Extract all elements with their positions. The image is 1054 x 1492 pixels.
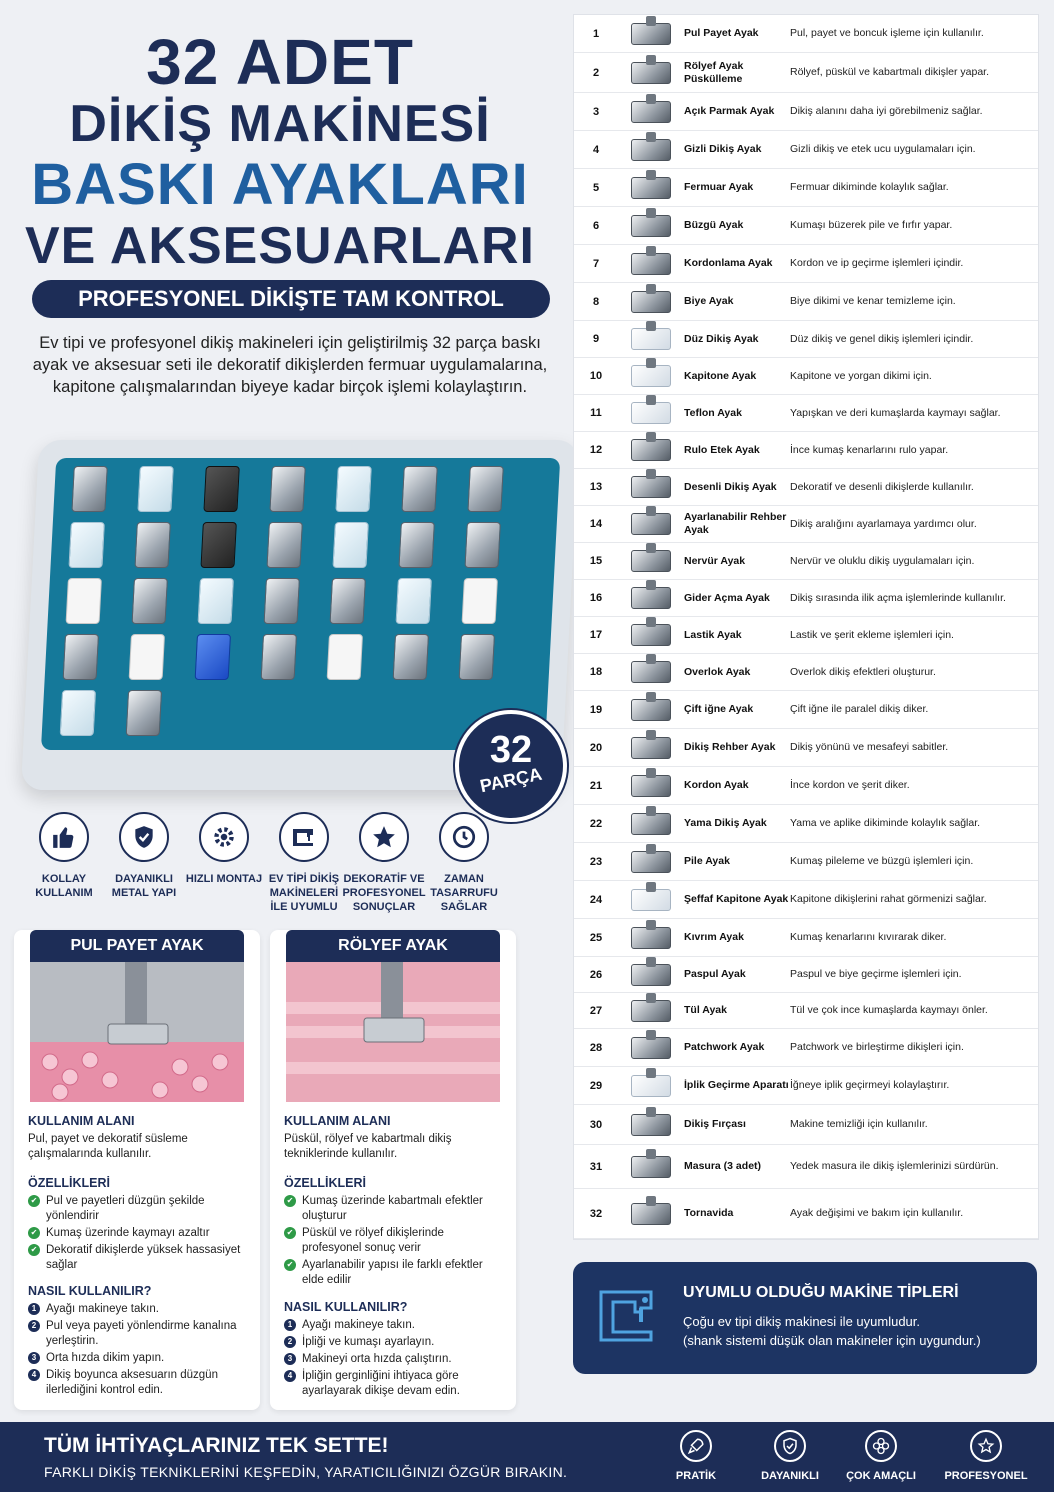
part-image <box>618 321 684 357</box>
relief-sewing-photo <box>286 962 500 1102</box>
subtitle-bar: PROFESYONEL DİKİŞTE TAM KONTROL <box>32 280 550 318</box>
part-image <box>618 1105 684 1144</box>
sewing-machine-icon <box>595 1284 665 1355</box>
table-row <box>574 395 1038 432</box>
part-description: İnce kordon ve şerit diker. <box>790 779 910 791</box>
compat-line-2: (shank sistemi düşük olan makineler için uygundur.) <box>683 1333 981 1348</box>
part-description: Kumaş kenarlarını kıvırarak diker. <box>790 931 947 943</box>
part-description: Patchwork ve birleştirme dikişleri için. <box>790 1041 964 1053</box>
steps-list <box>284 1318 506 1399</box>
list-item: ✔ Kumaş üzerinde kabartmalı efektler oluşturur <box>284 1194 506 1224</box>
footer-subline: FARKLI DİKİŞ TEKNİKLERİNİ KEŞFEDİN, YARATICILIĞINIZI ÖZGÜR BIRAKIN. <box>44 1464 568 1480</box>
card-title: PUL PAYET AYAK <box>30 930 244 962</box>
part-number: 7 <box>592 257 600 270</box>
presser-foot-item <box>401 466 437 512</box>
table-row <box>574 207 1038 245</box>
table-row <box>574 654 1038 691</box>
list-item: 4 Dikiş boyunca aksesuarın düzgün ilerlediğini kontrol edin. <box>28 1368 250 1398</box>
table-row <box>574 993 1038 1029</box>
table-row <box>574 283 1038 321</box>
presser-foot-item <box>464 522 500 568</box>
table-row <box>574 881 1038 919</box>
part-name: Dikiş Rehber Ayak <box>684 741 776 753</box>
part-image <box>618 283 684 320</box>
card-sequin-foot <box>14 930 260 1410</box>
table-row <box>574 919 1038 957</box>
part-number: 10 <box>589 370 603 382</box>
part-description: Düz dikiş ve genel dikiş işlemleri içindir. <box>790 332 974 345</box>
feature-professional: DEKORATİF VE PROFESYONEL SONUÇLAR <box>340 812 428 914</box>
part-number: 27 <box>589 1004 603 1017</box>
table-row <box>574 580 1038 617</box>
presser-foot-item <box>198 578 234 624</box>
howto-heading: NASIL KULLANILIR? <box>28 1284 152 1298</box>
presser-foot-item <box>60 690 96 736</box>
presser-foot-item <box>68 522 104 568</box>
presser-foot-item <box>126 690 162 736</box>
presser-foot-item <box>398 522 434 568</box>
part-number: 22 <box>589 817 603 830</box>
part-name: Tornavida <box>684 1207 734 1219</box>
part-number: 19 <box>589 703 603 716</box>
clock-icon <box>439 812 489 862</box>
part-image <box>618 691 684 728</box>
title-line-4: VE AKSESUARLARI <box>24 217 535 275</box>
part-image <box>618 767 684 804</box>
part-description: Kordon ve ip geçirme işlemleri içindir. <box>790 257 964 269</box>
thumbs-up-icon <box>39 812 89 862</box>
table-row <box>574 469 1038 506</box>
part-name: Düz Dikiş Ayak <box>684 332 759 345</box>
part-name: Biye Ayak <box>684 295 734 307</box>
feature-compatible: EV TİPİ DİKİŞ MAKİNELERİ İLE UYUMLU <box>260 812 348 914</box>
part-description: Paspul ve biye geçirme işlemleri için. <box>790 968 962 980</box>
part-name: Şeffaf Kapitone Ayak <box>684 893 789 905</box>
part-image <box>618 469 684 505</box>
usage-heading: KULLANIM ALANI <box>284 1114 391 1128</box>
part-description: İğneye iplik geçirmeyi kolaylaştırır. <box>790 1079 950 1091</box>
part-image <box>618 432 684 468</box>
sewing-machine-icon <box>279 812 329 862</box>
part-image <box>618 957 684 992</box>
part-description: Lastik ve şerit ekleme işlemleri için. <box>790 628 954 641</box>
part-image <box>618 506 684 542</box>
table-row <box>574 843 1038 881</box>
gear-icon <box>199 812 249 862</box>
part-number: 24 <box>589 893 603 906</box>
features-list <box>284 1194 506 1288</box>
part-description: Tül ve çok ince kumaşlarda kaymayı önler. <box>790 1004 988 1016</box>
part-name: Açık Parmak Ayak <box>684 105 775 117</box>
part-number: 32 <box>589 1207 603 1220</box>
part-description: Kapitone dikişlerini rahat görmenizi sağlar. <box>790 893 987 905</box>
list-item: ✔ Kumaş üzerinde kaymayı azaltır <box>28 1226 250 1241</box>
presser-foot-item <box>134 522 170 568</box>
part-name: Kordonlama Ayak <box>684 257 773 269</box>
part-image <box>618 1029 684 1066</box>
part-name: Nervür Ayak <box>684 554 746 567</box>
part-image <box>618 53 684 92</box>
part-name: Yama Dikiş Ayak <box>684 817 767 829</box>
part-name: Ayarlanabilir Rehber Ayak <box>684 511 787 536</box>
part-image <box>618 131 684 168</box>
part-image <box>618 543 684 579</box>
presser-foot-item <box>203 466 239 512</box>
part-image <box>618 993 684 1028</box>
list-item: ✔ Püskül ve rölyef dikişlerinde profesyonel sonuç verir <box>284 1226 506 1256</box>
part-description: Pul, payet ve boncuk işleme için kullanılır. <box>790 27 984 39</box>
part-name: Kapitone Ayak <box>684 369 757 382</box>
part-name: Desenli Dikiş Ayak <box>684 480 777 493</box>
part-name: Dikiş Fırçası <box>684 1118 746 1130</box>
part-image <box>618 395 684 431</box>
usage-text: Püskül, rölyef ve kabartmalı dikiş tekniklerinde kullanılır. <box>284 1133 452 1160</box>
list-item: 3 Makineyi orta hızda çalıştırın. <box>284 1352 506 1367</box>
part-name: Pile Ayak <box>684 855 730 867</box>
part-number: 31 <box>589 1160 603 1173</box>
part-image <box>618 654 684 690</box>
table-row <box>574 1145 1038 1189</box>
list-item: 4 İpliğin gerginliğini ihtiyaca göre ayarlayarak dikişe devam edin. <box>284 1369 506 1399</box>
part-name: Paspul Ayak <box>684 968 746 980</box>
table-row <box>574 1189 1038 1239</box>
footer-headline: TÜM İHTİYAÇLARINIZ TEK SETTE! <box>44 1434 389 1457</box>
part-name: Teflon Ayak <box>684 406 742 419</box>
list-item: ✔ Ayarlanabilir yapısı ile farklı efektler elde edilir <box>284 1258 506 1288</box>
table-row <box>574 1067 1038 1105</box>
part-number: 15 <box>589 555 603 567</box>
part-number: 21 <box>589 779 603 792</box>
part-name: Çift iğne Ayak <box>684 703 754 715</box>
part-number: 25 <box>589 931 603 944</box>
table-row <box>574 169 1038 207</box>
part-description: Rölyef, püskül ve kabartmalı dikişler yapar. <box>790 66 990 78</box>
part-number: 11 <box>590 407 602 419</box>
part-number: 23 <box>589 855 603 868</box>
footer-durable: DAYANIKLI <box>745 1430 835 1482</box>
list-item: 3 Orta hızda dikim yapın. <box>28 1351 250 1366</box>
part-name: Fermuar Ayak <box>684 181 754 193</box>
part-description: İnce kumaş kenarlarını rulo yapar. <box>790 443 949 456</box>
footer-practical: PRATİK <box>651 1430 741 1482</box>
table-row <box>574 245 1038 283</box>
badge-number: 32 <box>489 729 533 771</box>
table-row <box>574 691 1038 729</box>
part-number: 12 <box>589 444 603 456</box>
part-number: 20 <box>589 741 603 754</box>
card-relief-foot <box>270 930 516 1410</box>
part-name: Lastik Ayak <box>684 628 742 641</box>
part-name: Büzgü Ayak <box>684 219 744 231</box>
part-image <box>618 881 684 918</box>
table-row <box>574 767 1038 805</box>
presser-foot-item <box>63 634 99 680</box>
part-description: Yapışkan ve deri kumaşlarda kaymayı sağlar. <box>790 406 1001 419</box>
part-description: Nervür ve oluklu dikiş uygulamaları için. <box>790 554 975 567</box>
part-number: 5 <box>592 181 600 194</box>
table-row <box>574 15 1038 53</box>
part-number: 3 <box>592 105 600 118</box>
table-row <box>574 805 1038 843</box>
table-row <box>574 93 1038 131</box>
part-image <box>618 1067 684 1104</box>
part-image <box>618 1189 684 1238</box>
part-description: Kumaşı büzerek pile ve fırfır yapar. <box>790 219 953 231</box>
part-number: 18 <box>589 666 603 678</box>
presser-foot-item <box>137 466 173 512</box>
badge-label: PARÇA <box>478 763 544 797</box>
list-item: 2 Pul veya payeti yönlendirme kanalına yerleştirin. <box>28 1319 250 1349</box>
part-name: Overlok Ayak <box>684 665 751 678</box>
footer-banner <box>0 1422 1054 1492</box>
table-row <box>574 1029 1038 1067</box>
feature-icons <box>20 812 500 922</box>
part-image <box>618 169 684 206</box>
table-row <box>574 358 1038 395</box>
part-name: Masura (3 adet) <box>684 1160 762 1172</box>
features-heading: ÖZELLİKLERİ <box>284 1176 366 1190</box>
rocket-icon <box>680 1430 712 1462</box>
part-description: Kapitone ve yorgan dikimi için. <box>790 369 932 382</box>
part-image <box>618 207 684 244</box>
part-name: Kordon Ayak <box>684 779 749 791</box>
presser-foot-item <box>393 634 429 680</box>
list-item: 1 Ayağı makineye takın. <box>284 1318 506 1333</box>
part-number: 1 <box>592 27 600 40</box>
part-number: 4 <box>592 143 600 156</box>
part-number: 2 <box>592 66 600 79</box>
presser-foot-item <box>71 466 107 512</box>
part-description: Yedek masura ile dikiş işlemlerinizi sürdürün. <box>790 1160 999 1172</box>
feature-fast-install: HIZLI MONTAJ <box>180 812 268 886</box>
part-number: 17 <box>589 629 603 641</box>
usage-text: Pul, payet ve dekoratif süsleme çalışmalarında kullanılır. <box>28 1133 188 1160</box>
part-number: 29 <box>589 1079 603 1092</box>
part-image <box>618 843 684 880</box>
presser-foot-item <box>200 522 236 568</box>
presser-foot-item <box>266 522 302 568</box>
presser-foot-item <box>396 578 432 624</box>
table-row <box>574 617 1038 654</box>
presser-foot-item <box>195 634 231 680</box>
table-row <box>574 543 1038 580</box>
compatible-machines-panel <box>573 1262 1037 1374</box>
part-description: Kumaş pileleme ve büzgü işlemleri için. <box>790 855 974 867</box>
list-item: ✔ Dekoratif dikişlerde yüksek hassasiyet sağlar <box>28 1243 250 1273</box>
part-number: 14 <box>589 518 603 530</box>
part-description: Dekoratif ve desenli dikişlerde kullanılır. <box>790 480 974 493</box>
table-row <box>574 729 1038 767</box>
product-tray <box>41 458 560 750</box>
part-number: 6 <box>592 219 600 232</box>
part-description: Gizli dikiş ve etek ucu uygulamaları için. <box>790 143 976 155</box>
part-description: Fermuar dikiminde kolaylık sağlar. <box>790 181 949 193</box>
card-title: RÖLYEF AYAK <box>286 930 500 962</box>
part-number: 30 <box>589 1118 603 1131</box>
footer-multipurpose: ÇOK AMAÇLI <box>836 1430 926 1482</box>
part-description: Dikiş sırasında ilik açma işlemlerinde kullanılır. <box>790 591 1006 604</box>
title-line-3: BASKI AYAKLARI <box>31 152 529 217</box>
table-row <box>574 321 1038 358</box>
steps-list <box>28 1302 250 1398</box>
part-image <box>618 15 684 52</box>
table-row <box>574 957 1038 993</box>
presser-foot-item <box>269 466 305 512</box>
part-number: 26 <box>589 968 603 981</box>
shield-check-icon <box>774 1430 806 1462</box>
presser-foot-item <box>462 578 498 624</box>
table-row <box>574 432 1038 469</box>
part-description: Biye dikimi ve kenar temizleme için. <box>790 295 956 307</box>
footer-professional: PROFESYONEL <box>941 1430 1031 1482</box>
presser-foot-item <box>129 634 165 680</box>
shield-check-icon <box>119 812 169 862</box>
presser-foot-item <box>261 634 297 680</box>
feature-time-saving: ZAMAN TASARRUFU SAĞLAR <box>420 812 508 914</box>
part-description: Dikiş yönünü ve mesafeyi sabitler. <box>790 741 949 753</box>
presser-foot-item <box>66 578 102 624</box>
part-name: Gider Açma Ayak <box>684 591 770 604</box>
part-name: İplik Geçirme Aparatı <box>684 1079 789 1091</box>
part-description: Ayak değişimi ve bakım için kullanılır. <box>790 1207 964 1219</box>
part-description: Dikiş alanını daha iyi görebilmeniz sağlar. <box>790 105 983 117</box>
star-badge-icon <box>970 1430 1002 1462</box>
intro-text: Ev tipi ve profesyonel dikiş makineleri için geliştirilmiş 32 parça baskı ayak ve aksesuar seti ile dekoratif dikişlerden fermuar uygulamalarına, kapitone çalışmalarından biyeye kadar birçok işlemi kolaylaştırın. <box>32 334 548 396</box>
howto-heading: NASIL KULLANILIR? <box>284 1300 408 1314</box>
part-name: Patchwork Ayak <box>684 1041 765 1053</box>
title-line-2: DİKİŞ MAKİNESİ <box>69 95 491 153</box>
part-image <box>618 245 684 282</box>
presser-foot-item <box>335 466 371 512</box>
part-name: Rölyef Ayak Püskülleme <box>684 59 744 85</box>
part-image <box>618 919 684 956</box>
part-description: Overlok dikiş efektleri oluşturur. <box>790 665 936 678</box>
list-item: ✔ Pul ve payetleri düzgün şekilde yönlendirir <box>28 1194 250 1224</box>
part-name: Pul Payet Ayak <box>684 27 759 39</box>
presser-foot-item <box>330 578 366 624</box>
list-item: 1 Ayağı makineye takın. <box>28 1302 250 1317</box>
part-number: 13 <box>589 481 603 493</box>
part-name: Gizli Dikiş Ayak <box>684 143 762 155</box>
part-name: Tül Ayak <box>684 1004 727 1016</box>
part-image <box>618 358 684 394</box>
feature-easy-use: KOLLAY KULLANIM <box>20 812 108 900</box>
features-list <box>28 1194 250 1273</box>
presser-foot-item <box>327 634 363 680</box>
table-row <box>574 506 1038 543</box>
part-description: Çift iğne ile paralel dikiş diker. <box>790 703 929 715</box>
compat-title: UYUMLU OLDUĞU MAKİNE TİPLERİ <box>683 1284 959 1301</box>
part-image <box>618 580 684 616</box>
part-image <box>618 729 684 766</box>
star-icon <box>359 812 409 862</box>
features-heading: ÖZELLİKLERİ <box>28 1176 110 1190</box>
title-line-1: 32 ADET <box>146 26 414 98</box>
compat-line-1: Çoğu ev tipi dikiş makinesi ile uyumludur. <box>683 1314 920 1329</box>
presser-foot-item <box>467 466 503 512</box>
piece-count-badge <box>455 710 567 822</box>
list-item: 2 İpliği ve kumaşı ayarlayın. <box>284 1335 506 1350</box>
presser-foot-item <box>459 634 495 680</box>
sequin-sewing-photo <box>30 962 244 1102</box>
flower-icon <box>865 1430 897 1462</box>
part-number: 8 <box>592 295 600 308</box>
part-number: 9 <box>592 333 600 345</box>
part-image <box>618 617 684 653</box>
part-description: Dikiş aralığını ayarlamaya yardımcı olur. <box>790 517 977 530</box>
table-row <box>574 1105 1038 1145</box>
part-number: 28 <box>589 1041 603 1054</box>
part-image <box>618 1145 684 1188</box>
table-row <box>574 53 1038 93</box>
part-number: 16 <box>589 592 603 604</box>
part-name: Rulo Etek Ayak <box>684 443 760 456</box>
part-description: Makine temizliği için kullanılır. <box>790 1118 928 1130</box>
part-image <box>618 93 684 130</box>
part-description: Yama ve aplike dikiminde kolaylık sağlar. <box>790 817 981 829</box>
table-row <box>574 131 1038 169</box>
parts-table <box>573 14 1039 1240</box>
presser-foot-item <box>264 578 300 624</box>
part-image <box>618 805 684 842</box>
usage-heading: KULLANIM ALANI <box>28 1114 135 1128</box>
part-name: Kıvrım Ayak <box>684 931 744 943</box>
feature-durable: DAYANIKLI METAL YAPI <box>100 812 188 900</box>
presser-foot-item <box>132 578 168 624</box>
presser-foot-item <box>332 522 368 568</box>
